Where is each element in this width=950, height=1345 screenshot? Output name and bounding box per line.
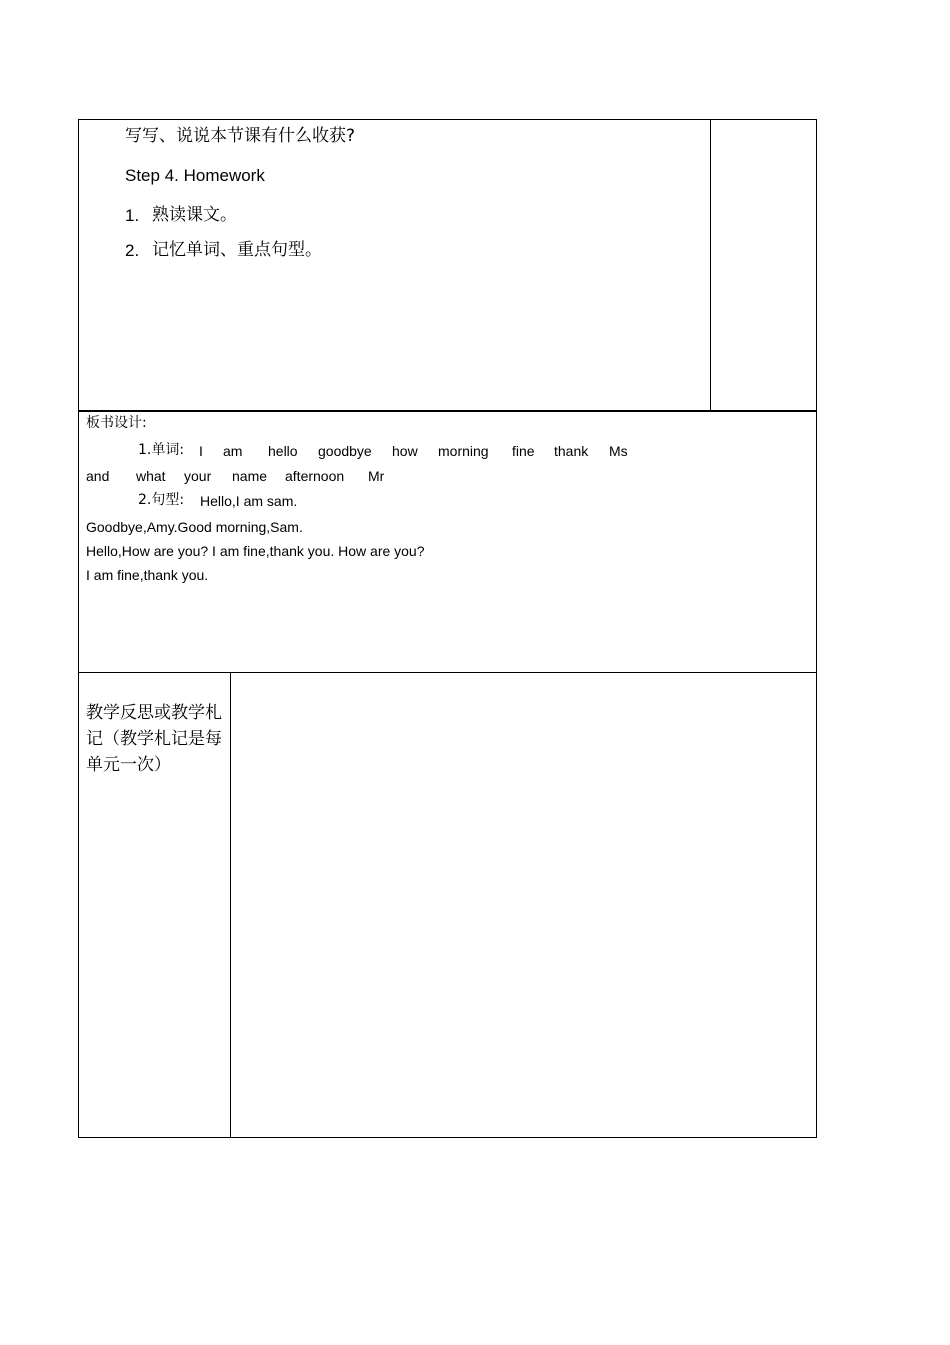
table-border-top: [78, 119, 817, 120]
board-design-label: 板书设计:: [86, 415, 147, 431]
row-divider-2: [78, 672, 817, 673]
word: fine: [512, 443, 535, 459]
word: I: [199, 443, 203, 459]
table-border-left: [78, 119, 79, 1138]
word: your: [184, 468, 212, 484]
word: what: [136, 468, 166, 484]
sentence-1: Hello,I am sam.: [200, 493, 298, 509]
word: afternoon: [285, 468, 345, 484]
word: goodbye: [318, 443, 372, 459]
words-prefix: 1.单词:: [138, 442, 185, 458]
table-border-bottom: [78, 1137, 817, 1138]
word: thank: [554, 443, 589, 459]
homework-item-1-number: 1.: [125, 206, 140, 225]
word: morning: [438, 443, 489, 459]
row-divider-1: [78, 410, 817, 412]
summary-prompt: 写写、说说本节课有什么收获?: [125, 126, 356, 146]
word: Mr: [368, 468, 385, 484]
reflection-label: 教学反思或教学札记（教学札记是每单元一次）: [86, 703, 222, 775]
word: and: [86, 468, 110, 484]
homework-item-2-text: 记忆单词、重点句型。: [152, 240, 322, 260]
word: am: [223, 443, 243, 459]
table-border-right: [816, 119, 817, 1138]
step-heading: Step 4. Homework: [125, 166, 265, 185]
reflection-divider: [230, 672, 231, 1138]
word: how: [392, 443, 418, 459]
sentence-4: I am fine,thank you.: [86, 567, 209, 583]
word: hello: [268, 443, 298, 459]
sentences-prefix: 2.句型:: [138, 492, 185, 508]
word: name: [232, 468, 268, 484]
word: Ms: [609, 443, 628, 459]
sentence-3: Hello,How are you? I am fine,thank you. How are you?: [86, 543, 425, 559]
top-section-divider: [710, 119, 711, 411]
sentence-2: Goodbye,Amy.Good morning,Sam.: [86, 519, 303, 535]
homework-item-2-number: 2.: [125, 241, 140, 260]
homework-item-1-text: 熟读课文。: [152, 205, 237, 225]
